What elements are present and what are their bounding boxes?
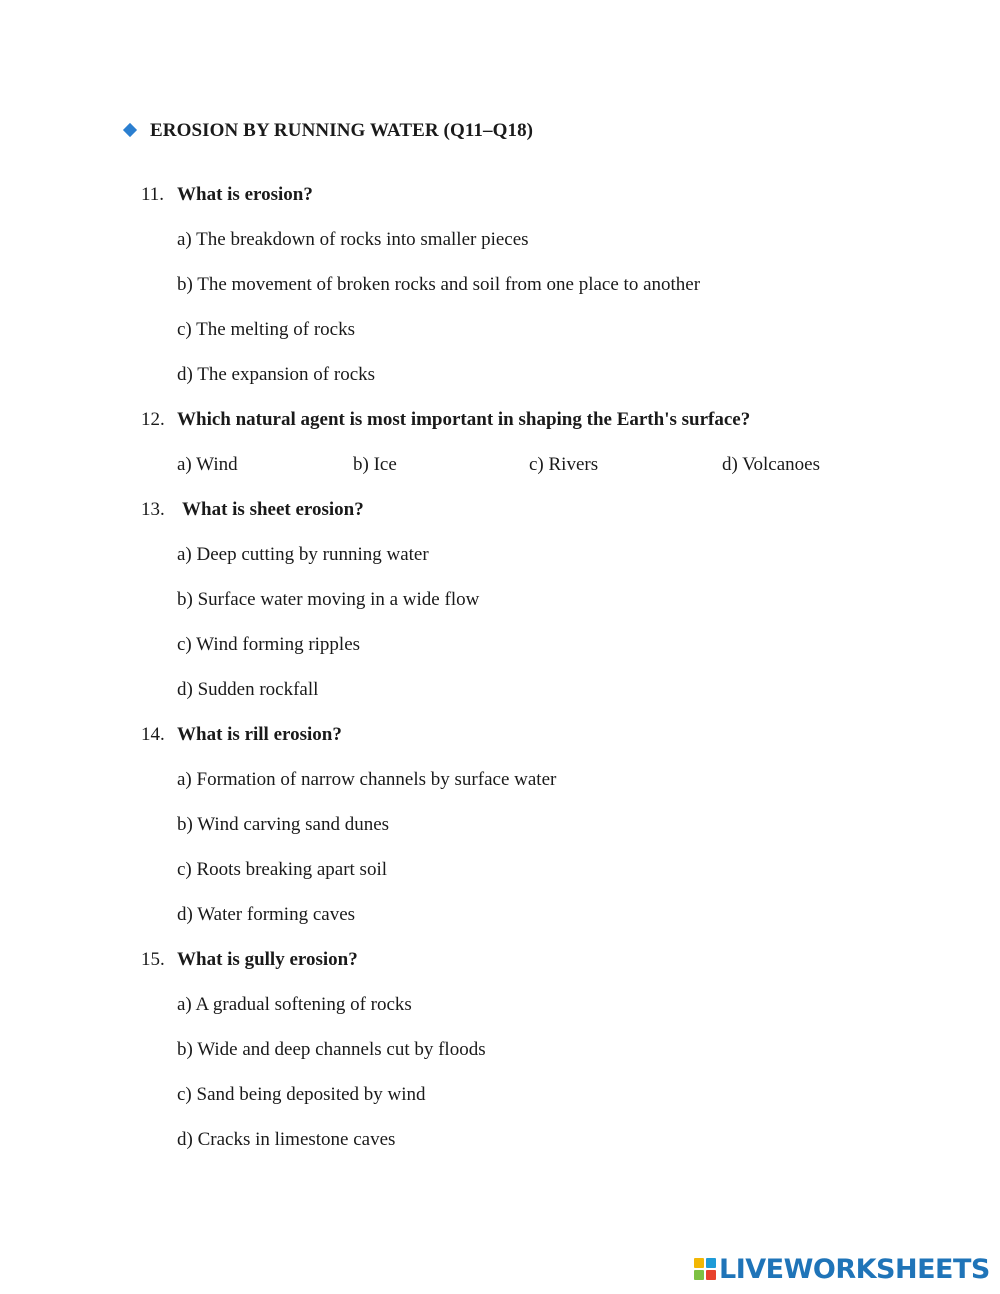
answer-option[interactable]: c) Rivers (529, 454, 599, 475)
liveworksheets-blocks-icon (694, 1258, 716, 1280)
answer-option[interactable]: b) The movement of broken rocks and soil from one place to another (177, 274, 701, 295)
section-title: EROSION BY RUNNING WATER (Q11–Q18) (150, 120, 534, 141)
answer-option[interactable]: d) Sudden rockfall (177, 679, 319, 700)
question-number: 14. (141, 724, 165, 745)
answer-option[interactable]: d) Cracks in limestone caves (177, 1129, 396, 1150)
question-number: 11. (141, 184, 165, 205)
answer-option[interactable]: a) A gradual softening of rocks (177, 994, 412, 1015)
answer-option[interactable]: c) Wind forming ripples (177, 634, 361, 655)
liveworksheets-logo (694, 1253, 990, 1285)
answer-option[interactable]: d) The expansion of rocks (177, 364, 376, 385)
answer-option[interactable]: c) Sand being deposited by wind (177, 1084, 426, 1105)
question-number: 15. (141, 949, 165, 970)
question-text: What is erosion? (177, 184, 313, 205)
answer-option[interactable]: b) Surface water moving in a wide flow (177, 589, 480, 610)
diamond-bullet-icon (123, 123, 137, 137)
question-text: What is rill erosion? (177, 724, 342, 745)
answer-option[interactable]: a) Deep cutting by running water (177, 544, 429, 565)
answer-option[interactable]: c) The melting of rocks (177, 319, 355, 340)
question-text: What is gully erosion? (177, 949, 358, 970)
answer-option[interactable]: a) Wind (177, 454, 238, 475)
answer-option[interactable]: b) Wide and deep channels cut by floods (177, 1039, 486, 1060)
answer-option[interactable]: d) Water forming caves (177, 904, 356, 925)
question-text: What is sheet erosion? (182, 499, 364, 520)
question-number: 12. (141, 409, 165, 430)
answer-option[interactable]: d) Volcanoes (722, 454, 820, 475)
answer-option[interactable]: a) Formation of narrow channels by surface water (177, 769, 557, 790)
answer-option[interactable]: b) Ice (353, 454, 397, 475)
logo-text: LIVEWORKSHEETS (719, 1253, 990, 1285)
question-text: Which natural agent is most important in shaping the Earth's surface? (177, 409, 751, 430)
answer-option[interactable]: a) The breakdown of rocks into smaller pieces (177, 229, 529, 250)
answer-option[interactable]: c) Roots breaking apart soil (177, 859, 388, 880)
question-number: 13. (141, 499, 165, 520)
answer-option[interactable]: b) Wind carving sand dunes (177, 814, 390, 835)
